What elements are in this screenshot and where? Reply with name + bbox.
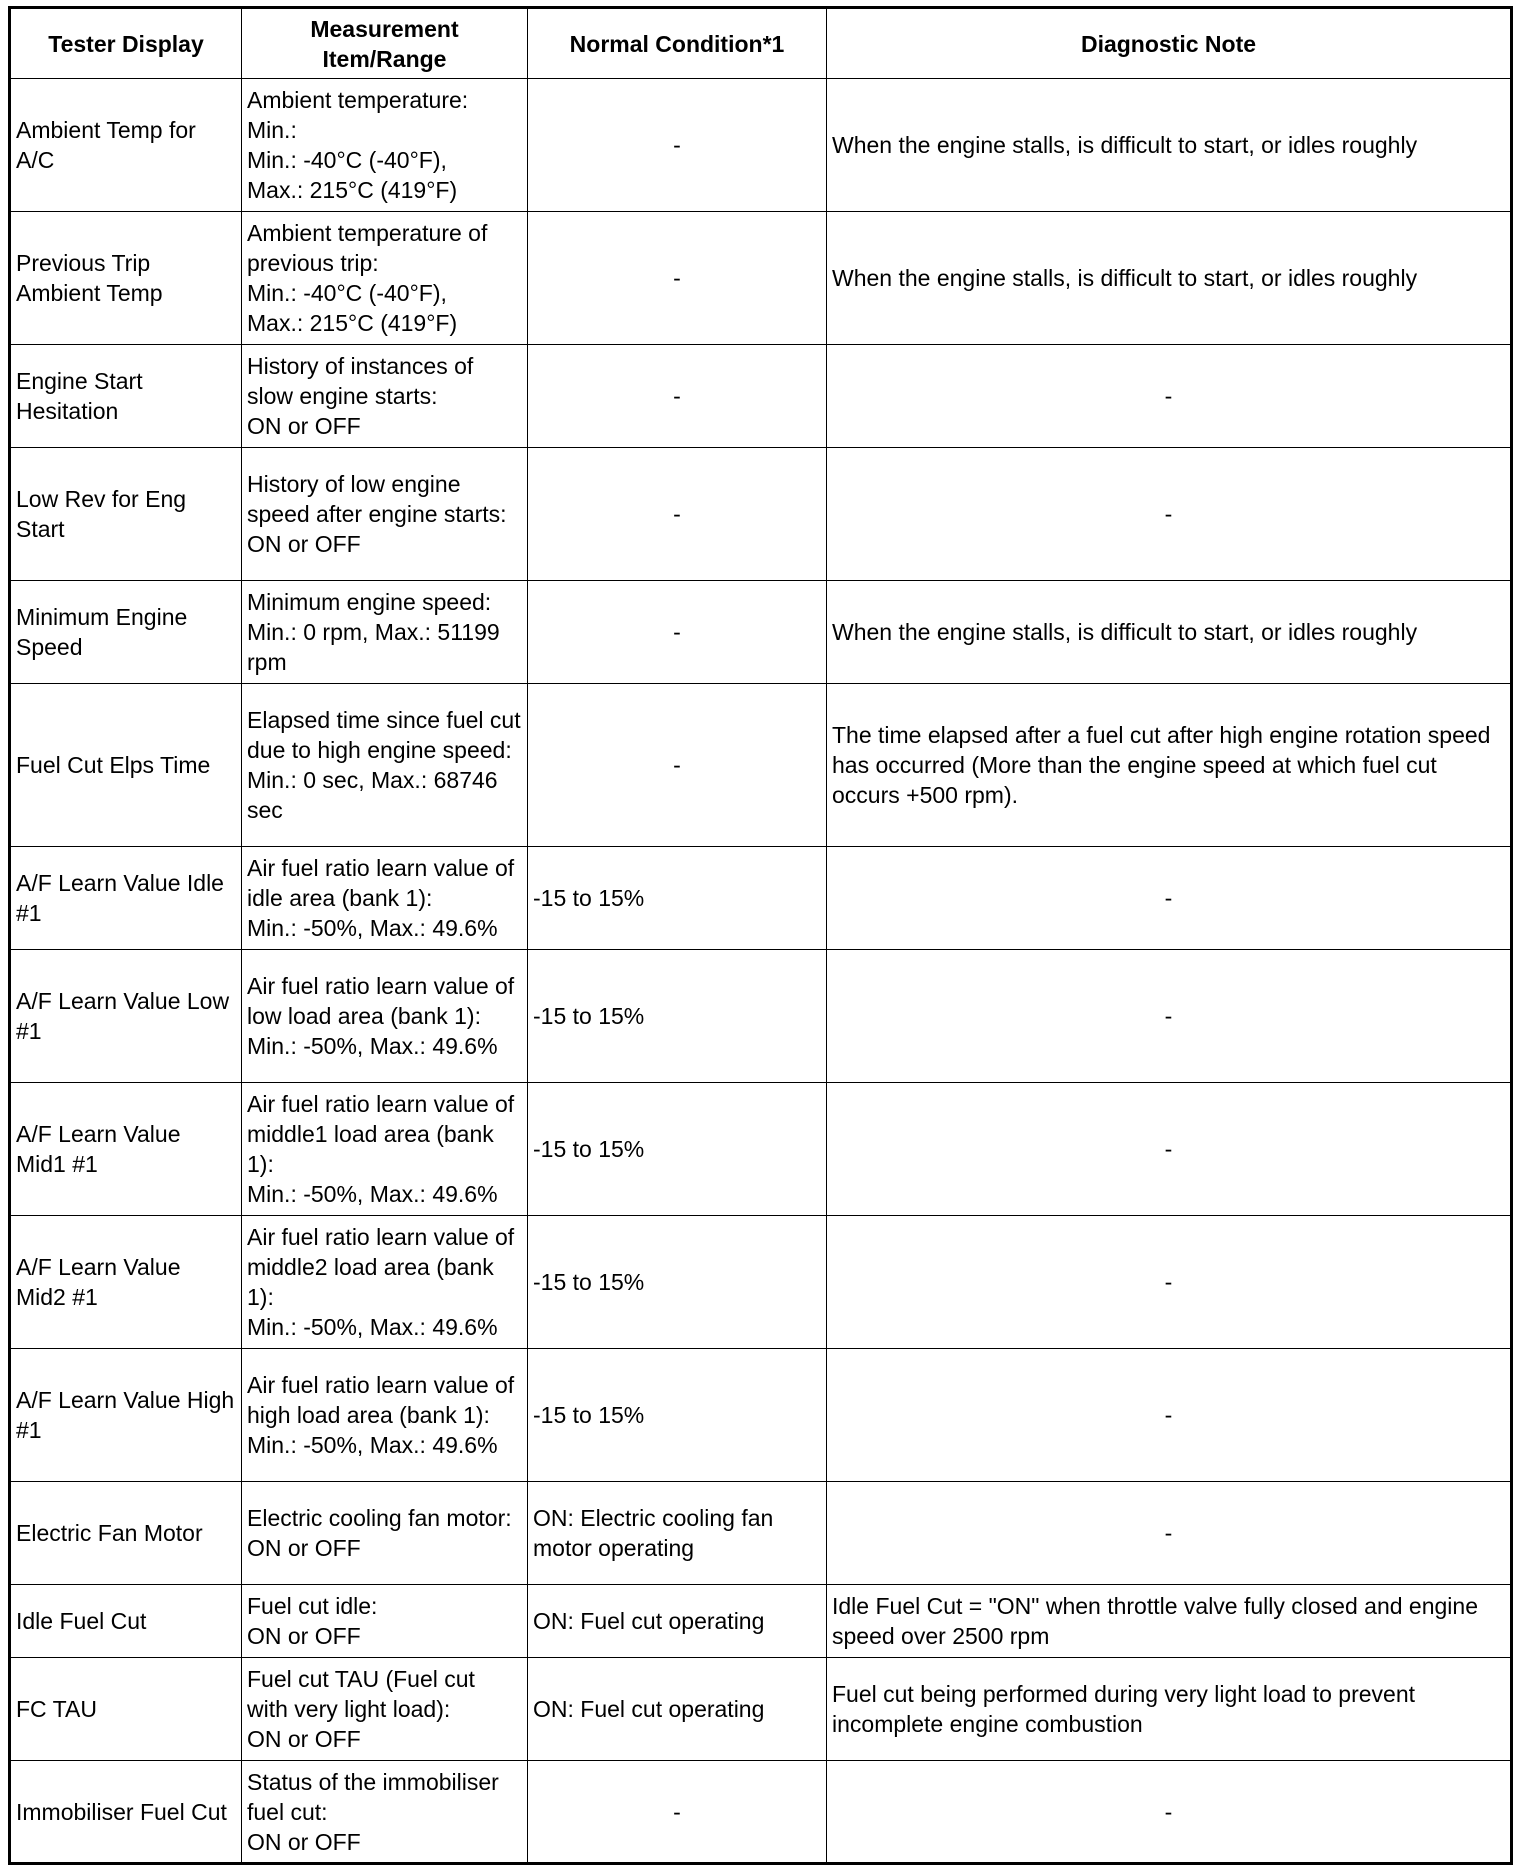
cell-measurement: Air fuel ratio learn value of idle area (bank 1): Min.: -50%, Max.: 49.6% <box>242 847 528 950</box>
cell-normal-condition: - <box>528 581 827 684</box>
cell-measurement: Electric cooling fan motor: ON or OFF <box>242 1482 528 1585</box>
cell-normal-condition: -15 to 15% <box>528 1349 827 1482</box>
table-row <box>10 950 1512 1083</box>
cell-tester-display: Ambient Temp for A/C <box>10 79 242 212</box>
cell-normal-condition: -15 to 15% <box>528 1083 827 1216</box>
cell-tester-display: Idle Fuel Cut <box>10 1585 242 1658</box>
cell-normal-condition: - <box>528 448 827 581</box>
cell-measurement: Air fuel ratio learn value of high load area (bank 1): Min.: -50%, Max.: 49.6% <box>242 1349 528 1482</box>
cell-diagnostic-note: - <box>827 1761 1512 1864</box>
cell-tester-display: Minimum Engine Speed <box>10 581 242 684</box>
table-row <box>10 448 1512 581</box>
cell-tester-display: A/F Learn Value Idle #1 <box>10 847 242 950</box>
cell-diagnostic-note: When the engine stalls, is difficult to start, or idles roughly <box>827 79 1512 212</box>
cell-tester-display: FC TAU <box>10 1658 242 1761</box>
table-row <box>10 1761 1512 1864</box>
cell-diagnostic-note: - <box>827 448 1512 581</box>
cell-normal-condition: ON: Electric cooling fan motor operating <box>528 1482 827 1585</box>
table-row <box>10 847 1512 950</box>
cell-diagnostic-note: - <box>827 1482 1512 1585</box>
header-diagnostic-note: Diagnostic Note <box>827 8 1512 79</box>
cell-tester-display: A/F Learn Value Low #1 <box>10 950 242 1083</box>
cell-measurement: Fuel cut idle: ON or OFF <box>242 1585 528 1658</box>
table-row <box>10 1083 1512 1216</box>
table-row <box>10 1482 1512 1585</box>
table-row <box>10 1349 1512 1482</box>
table-row <box>10 212 1512 345</box>
table-row <box>10 79 1512 212</box>
cell-tester-display: Low Rev for Eng Start <box>10 448 242 581</box>
cell-diagnostic-note: - <box>827 950 1512 1083</box>
cell-normal-condition: ON: Fuel cut operating <box>528 1658 827 1761</box>
cell-measurement: Elapsed time since fuel cut due to high engine speed: Min.: 0 sec, Max.: 68746 sec <box>242 684 528 847</box>
header-tester-display: Tester Display <box>10 8 242 79</box>
cell-tester-display: Engine Start Hesitation <box>10 345 242 448</box>
cell-measurement: Fuel cut TAU (Fuel cut with very light load): ON or OFF <box>242 1658 528 1761</box>
cell-measurement: Air fuel ratio learn value of low load area (bank 1): Min.: -50%, Max.: 49.6% <box>242 950 528 1083</box>
cell-normal-condition: ON: Fuel cut operating <box>528 1585 827 1658</box>
cell-measurement: Ambient temperature: Min.: Min.: -40°C (-40°F), Max.: 215°C (419°F) <box>242 79 528 212</box>
cell-measurement: Air fuel ratio learn value of middle1 load area (bank 1): Min.: -50%, Max.: 49.6% <box>242 1083 528 1216</box>
cell-tester-display: Electric Fan Motor <box>10 1482 242 1585</box>
cell-normal-condition: -15 to 15% <box>528 847 827 950</box>
cell-normal-condition: - <box>528 212 827 345</box>
cell-normal-condition: -15 to 15% <box>528 1216 827 1349</box>
data-list-table <box>8 6 1513 1865</box>
table-row <box>10 1585 1512 1658</box>
document <box>8 6 1513 1865</box>
cell-diagnostic-note: - <box>827 1349 1512 1482</box>
cell-tester-display: A/F Learn Value Mid2 #1 <box>10 1216 242 1349</box>
cell-diagnostic-note: Idle Fuel Cut = "ON" when throttle valve fully closed and engine speed over 2500 rpm <box>827 1585 1512 1658</box>
table-row <box>10 1216 1512 1349</box>
header-measurement: Measurement Item/Range <box>242 8 528 79</box>
table-row <box>10 345 1512 448</box>
cell-measurement: Status of the immobiliser fuel cut: ON or OFF <box>242 1761 528 1864</box>
cell-normal-condition: -15 to 15% <box>528 950 827 1083</box>
cell-measurement: Minimum engine speed: Min.: 0 rpm, Max.: 51199 rpm <box>242 581 528 684</box>
table-row <box>10 581 1512 684</box>
cell-normal-condition: - <box>528 79 827 212</box>
cell-tester-display: A/F Learn Value High #1 <box>10 1349 242 1482</box>
cell-diagnostic-note: - <box>827 1216 1512 1349</box>
cell-diagnostic-note: - <box>827 345 1512 448</box>
cell-measurement: Air fuel ratio learn value of middle2 load area (bank 1): Min.: -50%, Max.: 49.6% <box>242 1216 528 1349</box>
header-normal-condition: Normal Condition*1 <box>528 8 827 79</box>
cell-tester-display: Previous Trip Ambient Temp <box>10 212 242 345</box>
cell-diagnostic-note: - <box>827 1083 1512 1216</box>
cell-normal-condition: - <box>528 345 827 448</box>
cell-measurement: Ambient temperature of previous trip: Min.: -40°C (-40°F), Max.: 215°C (419°F) <box>242 212 528 345</box>
cell-tester-display: Immobiliser Fuel Cut <box>10 1761 242 1864</box>
cell-diagnostic-note: Fuel cut being performed during very light load to prevent incomplete engine combustion <box>827 1658 1512 1761</box>
cell-tester-display: Fuel Cut Elps Time <box>10 684 242 847</box>
cell-measurement: History of instances of slow engine starts: ON or OFF <box>242 345 528 448</box>
header-row <box>10 8 1512 79</box>
cell-diagnostic-note: - <box>827 847 1512 950</box>
table-row <box>10 1658 1512 1761</box>
cell-diagnostic-note: When the engine stalls, is difficult to start, or idles roughly <box>827 212 1512 345</box>
table-row <box>10 684 1512 847</box>
cell-normal-condition: - <box>528 684 827 847</box>
cell-normal-condition: - <box>528 1761 827 1864</box>
cell-diagnostic-note: When the engine stalls, is difficult to start, or idles roughly <box>827 581 1512 684</box>
cell-diagnostic-note: The time elapsed after a fuel cut after high engine rotation speed has occurred (More than the engine speed at which fuel cut occurs +500 rpm). <box>827 684 1512 847</box>
cell-tester-display: A/F Learn Value Mid1 #1 <box>10 1083 242 1216</box>
cell-measurement: History of low engine speed after engine starts: ON or OFF <box>242 448 528 581</box>
